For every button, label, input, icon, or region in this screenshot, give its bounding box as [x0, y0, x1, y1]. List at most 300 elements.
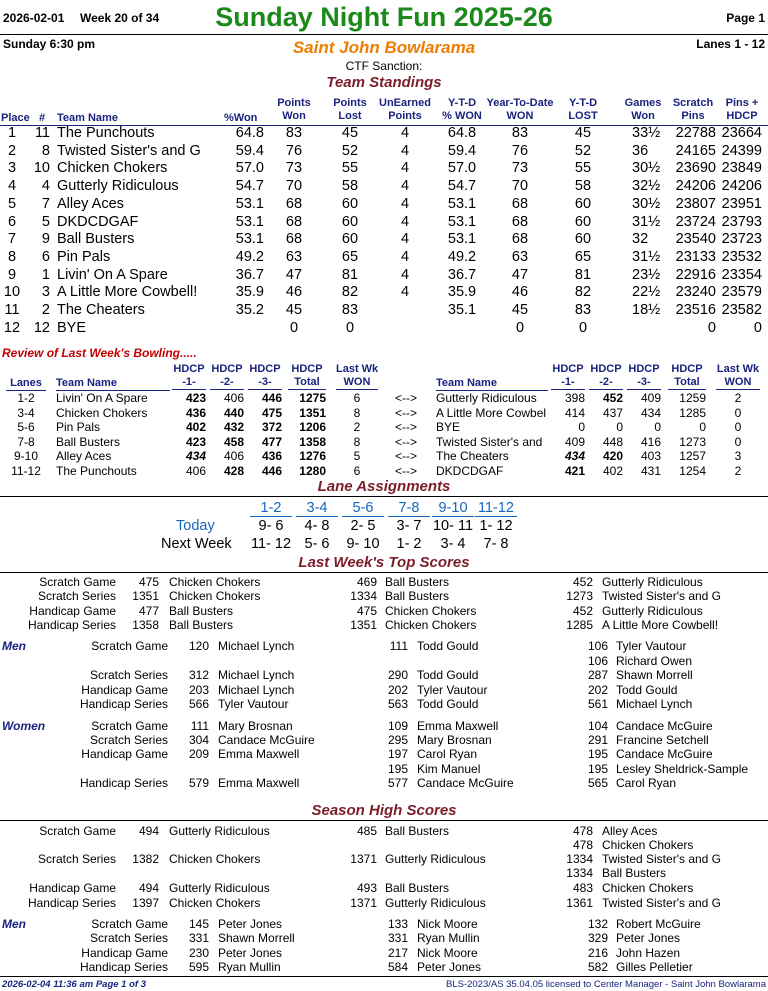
score-name: Peter Jones — [616, 931, 681, 945]
score-name: Gutterly Ridiculous — [602, 604, 703, 618]
standings-cell-pl: 55 — [341, 160, 359, 177]
standings-cell-place: 5 — [7, 195, 17, 212]
review-cell-lanes: 11-12 — [11, 463, 41, 478]
score-row — [0, 881, 768, 896]
review-cell-a1: 436 — [185, 405, 206, 420]
score-value: 145 — [188, 917, 209, 931]
score-value: 202 — [587, 683, 608, 697]
center-name: Saint John Bowlarama — [292, 38, 476, 57]
standings-cell-pw: 73 — [285, 160, 303, 177]
review-cell-a1: 423 — [185, 391, 206, 405]
review-cell-lanes: 5-6 — [17, 420, 35, 434]
score-row — [0, 747, 768, 762]
score-name: Gutterly Ridiculous — [385, 852, 486, 866]
page-number: Page 1 — [726, 11, 765, 25]
score-value: 1371 — [350, 896, 377, 910]
score-name: Twisted Sister's and G — [602, 896, 722, 910]
standings-cell-ue: 4 — [400, 266, 410, 283]
score-row — [0, 896, 768, 911]
review-cell-aw: 8 — [353, 405, 361, 420]
footer-license: BLS-2023/AS 35.04.05 licensed to Center Manager - Saint John Bowlarama — [445, 979, 766, 990]
standings-cell-ph: 23723 — [721, 231, 762, 248]
score-name: Chicken Chokers — [169, 589, 261, 603]
col-pct-won: %Won — [224, 112, 258, 124]
standings-cell-ue: 4 — [400, 178, 410, 195]
review-cell-b3: 431 — [640, 463, 661, 478]
standings-cell-ph: 23579 — [721, 284, 762, 301]
next-week-matchup: 7- 8 — [483, 536, 509, 552]
standings-cell-team: A Little More Cowbell! — [57, 284, 198, 301]
league-title: Sunday Night Fun 2025-26 — [215, 2, 553, 32]
standings-cell-ytdw: 68 — [511, 195, 529, 212]
review-cell-lanes: 1-2 — [17, 391, 35, 405]
standings-cell-team: Gutterly Ridiculous — [57, 178, 179, 195]
score-category: Handicap Series — [79, 776, 168, 790]
standings-cell-ytdp: 53.1 — [447, 213, 477, 230]
score-category: Scratch Series — [89, 668, 168, 682]
review-cell-lanes: 7-8 — [17, 434, 35, 449]
standings-cell-place: 6 — [7, 213, 17, 230]
score-value: 1361 — [566, 896, 593, 910]
standings-cell-ytdp: 53.1 — [447, 195, 477, 212]
score-row — [0, 683, 768, 698]
standings-cell-ytdl: 52 — [574, 142, 592, 159]
score-value: 329 — [587, 931, 608, 945]
footer-rule — [0, 976, 768, 977]
standings-cell-pl: 81 — [341, 266, 359, 283]
score-value: 290 — [387, 668, 408, 682]
score-row — [0, 733, 768, 748]
standings-cell-ph: 23532 — [721, 248, 762, 265]
score-name: Alley Aces — [602, 824, 658, 838]
score-name: Michael Lynch — [616, 697, 693, 711]
score-value: 1334 — [566, 852, 593, 866]
score-row — [0, 946, 768, 961]
standings-cell-pct: 54.7 — [235, 178, 264, 195]
standings-cell-ytdw: 70 — [511, 178, 529, 195]
score-value: 202 — [387, 683, 408, 697]
review-cell-bt: 1273 — [679, 434, 706, 449]
top-scores-title: Last Week's Top Scores — [298, 554, 470, 571]
review-cell-t2: DKDCDGAF — [436, 463, 504, 478]
today-label: Today — [176, 518, 215, 534]
score-name: Tyler Vautour — [616, 639, 687, 653]
review-cell-b2: 448 — [602, 434, 623, 449]
col-team: Team Name — [57, 112, 118, 124]
score-value: 579 — [188, 776, 209, 790]
score-name: Carol Ryan — [417, 747, 478, 761]
score-category: Handicap Game — [81, 946, 168, 960]
review-cell-a2: 428 — [223, 463, 244, 478]
standings-cell-ytdl: 65 — [574, 248, 592, 265]
standings-cell-num: 12 — [33, 319, 50, 336]
standings-cell-ph: 0 — [753, 319, 762, 336]
standings-cell-place: 2 — [7, 142, 17, 159]
lane-pair-header: 5-6 — [342, 500, 384, 517]
standings-cell-ytdw: 63 — [511, 248, 529, 265]
review-cell-lanes: 3-4 — [17, 405, 35, 420]
standings-title: Team Standings — [326, 74, 442, 91]
score-name: Peter Jones — [218, 917, 283, 931]
standings-cell-ytdw: 47 — [511, 266, 529, 283]
score-category: Handicap Series — [27, 896, 116, 910]
score-value: 304 — [188, 733, 209, 747]
score-name: Ball Busters — [385, 589, 450, 603]
score-value: 111 — [389, 639, 408, 653]
col-points-lost: Points Lost — [333, 97, 367, 122]
next-week-matchup: 1- 2 — [396, 536, 422, 552]
score-value: 132 — [587, 917, 608, 931]
score-name: Ball Busters — [602, 866, 667, 880]
standings-cell-ph: 24206 — [721, 178, 762, 195]
score-value: 312 — [188, 668, 209, 682]
review-cell-aw: 5 — [353, 449, 361, 463]
score-name: Gutterly Ridiculous — [169, 824, 270, 838]
review-cell-b2: 0 — [616, 420, 623, 434]
review-cell-vs: <--> — [394, 463, 417, 478]
standings-cell-place: 9 — [7, 266, 17, 283]
score-name: Ryan Mullin — [218, 960, 281, 974]
standings-cell-ytdl: 58 — [574, 178, 592, 195]
standings-cell-ytdl: 83 — [574, 302, 592, 318]
review-cell-b1: 0 — [578, 420, 585, 434]
col-games-won: Games Won — [624, 97, 662, 122]
standings-cell-ytdl: 82 — [574, 284, 592, 301]
standings-cell-sp: 23690 — [675, 160, 716, 177]
score-value: 331 — [387, 931, 408, 945]
standings-cell-ytdw: 0 — [515, 319, 525, 336]
score-name: Ball Busters — [385, 575, 450, 589]
score-value: 291 — [587, 733, 608, 747]
score-category: Scratch Series — [89, 931, 168, 945]
score-name: Tyler Vautour — [218, 697, 289, 711]
score-name: Francine Setchell — [616, 733, 709, 747]
standings-cell-num: 2 — [41, 302, 50, 318]
review-cell-t2: Twisted Sister's and — [436, 434, 543, 449]
next-week-matchup: 9- 10 — [346, 536, 380, 552]
score-value: 195 — [387, 762, 408, 776]
score-value: 494 — [138, 881, 159, 895]
review-cell-bt: 1259 — [679, 391, 706, 405]
review-cell-a1: 423 — [185, 434, 206, 449]
score-name: Peter Jones — [218, 946, 283, 960]
footer-print-info: 2026-02-04 11:36 am Page 1 of 3 — [2, 979, 146, 990]
review-cell-bt: 1254 — [679, 463, 706, 478]
week-indicator: Week 20 of 34 — [80, 11, 160, 25]
review-cell-vs: <--> — [394, 391, 417, 405]
score-name: Ball Busters — [385, 824, 450, 838]
review-cell-bw: 3 — [734, 449, 742, 463]
standings-cell-ytdp: 53.1 — [447, 231, 477, 248]
score-name: Lesley Sheldrick-Sample — [616, 762, 749, 776]
col-ytd-pct: Y-T-D % WON — [442, 97, 482, 122]
col-ytd-lost: Y-T-D LOST — [568, 97, 598, 122]
standings-cell-sp: 24206 — [675, 178, 716, 195]
score-value: 478 — [572, 838, 593, 852]
standings-cell-sp: 23133 — [675, 248, 716, 265]
score-value: 287 — [587, 668, 608, 682]
score-value: 1351 — [132, 589, 159, 603]
col-scratch-pins: Scratch Pins — [672, 97, 714, 122]
review-cell-b3: 0 — [654, 420, 661, 434]
standings-cell-pw: 0 — [289, 319, 299, 336]
score-value: 1351 — [350, 618, 377, 632]
score-value: 595 — [188, 960, 209, 974]
review-row — [0, 449, 768, 464]
standings-cell-ytdl: 45 — [574, 125, 592, 141]
review-cell-vs: <--> — [394, 449, 417, 463]
review-cell-a2: 440 — [223, 405, 244, 420]
review-cell-b1: 421 — [564, 463, 585, 478]
review-cell-aw: 6 — [353, 391, 361, 405]
lanes-range: Lanes 1 - 12 — [696, 37, 765, 51]
lane-assignments-rule — [0, 496, 768, 497]
lane-pair-header: 9-10 — [432, 500, 474, 517]
review-cell-vs: <--> — [394, 420, 417, 434]
review-cell-b1: 398 — [564, 391, 585, 405]
score-category: Scratch Game — [91, 719, 168, 733]
score-name: Chicken Chokers — [602, 881, 694, 895]
review-cell-bw: 0 — [734, 420, 742, 434]
standings-cell-team: The Cheaters — [57, 302, 145, 318]
review-cell-t2: The Cheaters — [436, 449, 509, 463]
col-hdcp3-a: HDCP -3- — [249, 363, 281, 388]
review-cell-bw: 0 — [734, 434, 742, 449]
score-name: Todd Gould — [417, 639, 479, 653]
col-points-won: Points Won — [277, 97, 311, 122]
standings-cell-pl: 60 — [341, 213, 359, 230]
score-name: Twisted Sister's and G — [602, 589, 722, 603]
standings-cell-sp: 23240 — [675, 284, 716, 301]
standings-row — [0, 196, 768, 214]
score-value: 195 — [587, 747, 608, 761]
standings-cell-gw: 30½ — [632, 160, 661, 177]
score-name: Mary Brosnan — [417, 733, 492, 747]
next-week-matchup: 3- 4 — [440, 536, 466, 552]
standings-cell-pl: 82 — [341, 284, 359, 301]
standings-row — [0, 302, 768, 320]
review-cell-bt: 0 — [699, 420, 706, 434]
standings-row — [0, 267, 768, 285]
standings-cell-ph: 23849 — [721, 160, 762, 177]
season-high-title: Season High Scores — [311, 802, 457, 819]
top-scores-rule — [0, 572, 768, 573]
review-cell-t2: A Little More Cowbel — [436, 405, 547, 420]
standings-cell-place: 12 — [3, 319, 21, 336]
review-cell-at: 1276 — [299, 449, 326, 463]
standings-cell-sp: 22916 — [675, 266, 716, 283]
score-row — [0, 917, 768, 932]
score-value: 133 — [387, 917, 408, 931]
standings-cell-place: 3 — [7, 160, 17, 177]
standings-row — [0, 231, 768, 249]
standings-cell-ytdl: 60 — [574, 195, 592, 212]
standings-cell-pw: 70 — [285, 178, 303, 195]
standings-cell-ytdp: 57.0 — [447, 160, 477, 177]
review-cell-aw: 8 — [353, 434, 361, 449]
standings-cell-ytdl: 0 — [578, 319, 588, 336]
standings-cell-ph: 23354 — [721, 266, 762, 283]
next-week-label: Next Week — [161, 536, 232, 552]
review-cell-t1: Pin Pals — [56, 420, 101, 434]
today-matchup: 3- 7 — [396, 518, 422, 534]
review-cell-b3: 409 — [640, 391, 661, 405]
score-value: 483 — [572, 881, 593, 895]
score-name: Todd Gould — [616, 683, 678, 697]
score-name: Ball Busters — [169, 604, 234, 618]
standings-cell-pl: 0 — [345, 319, 355, 336]
review-cell-aw: 6 — [353, 463, 361, 478]
standings-row — [0, 178, 768, 196]
review-cell-a1: 402 — [185, 420, 206, 434]
season-men-label: Men — [2, 917, 26, 931]
score-value: 452 — [572, 575, 593, 589]
score-value: 1273 — [566, 589, 593, 603]
sanction-label: CTF Sanction: — [345, 59, 423, 73]
score-row — [0, 589, 768, 604]
standings-cell-team: Chicken Chokers — [57, 160, 168, 177]
standings-cell-pw: 63 — [285, 248, 303, 265]
today-matchup: 9- 6 — [258, 518, 284, 534]
score-row — [0, 575, 768, 590]
review-cell-b1: 414 — [564, 405, 585, 420]
score-name: Gilles Pelletier — [616, 960, 693, 974]
standings-cell-gw: 18½ — [632, 302, 661, 318]
standings-cell-ytdl: 81 — [574, 266, 592, 283]
standings-cell-pw: 76 — [285, 142, 303, 159]
standings-cell-gw: 30½ — [632, 195, 661, 212]
score-name: Twisted Sister's and G — [602, 852, 722, 866]
score-name: Peter Jones — [417, 960, 482, 974]
score-value: 475 — [138, 575, 159, 589]
standings-cell-num: 3 — [41, 284, 50, 301]
score-name: Kim Manuel — [417, 762, 481, 776]
standings-cell-ytdw: 73 — [511, 160, 529, 177]
standings-cell-pl: 45 — [341, 125, 359, 141]
score-name: Todd Gould — [417, 697, 479, 711]
score-category: Handicap Game — [29, 881, 116, 895]
score-value: 565 — [587, 776, 608, 790]
score-value: 109 — [387, 719, 408, 733]
score-name: Emma Maxwell — [417, 719, 499, 733]
col-won-a: Last Wk WON — [336, 363, 379, 388]
review-cell-bw: 0 — [734, 405, 742, 420]
score-row — [0, 762, 768, 777]
standings-cell-pw: 68 — [285, 231, 303, 248]
review-row — [0, 406, 768, 421]
standings-cell-num: 7 — [41, 195, 50, 212]
standings-cell-ytdp: 54.7 — [447, 178, 477, 195]
score-value: 469 — [356, 575, 377, 589]
today-matchup: 1- 12 — [479, 518, 513, 534]
standings-cell-sp: 24165 — [675, 142, 716, 159]
standings-cell-ytdw: 83 — [511, 125, 529, 141]
standings-cell-sp: 22788 — [675, 125, 716, 141]
standings-cell-place: 4 — [7, 178, 17, 195]
review-cell-a2: 458 — [223, 434, 244, 449]
standings-cell-ue: 4 — [400, 142, 410, 159]
score-value: 561 — [587, 697, 608, 711]
score-row — [0, 604, 768, 619]
score-name: Emma Maxwell — [218, 776, 300, 790]
score-name: John Hazen — [616, 946, 681, 960]
score-value: 563 — [387, 697, 408, 711]
score-value: 493 — [356, 881, 377, 895]
standings-cell-sp: 23540 — [675, 231, 716, 248]
review-cell-t1: Ball Busters — [56, 434, 121, 449]
standings-cell-pct: 35.2 — [235, 302, 264, 318]
score-name: Emma Maxwell — [218, 747, 300, 761]
review-cell-at: 1358 — [299, 434, 326, 449]
standings-cell-gw: 33½ — [632, 125, 661, 141]
score-name: Chicken Chokers — [169, 575, 261, 589]
next-week-matchup: 5- 6 — [304, 536, 330, 552]
standings-cell-team: Livin' On A Spare — [57, 266, 168, 283]
score-row — [0, 668, 768, 683]
standings-cell-ytdp: 35.1 — [447, 302, 477, 318]
score-name: Todd Gould — [417, 668, 479, 682]
review-cell-b2: 437 — [602, 405, 623, 420]
review-cell-t1: Livin' On A Spare — [56, 391, 148, 405]
score-name: Candace McGuire — [616, 747, 713, 761]
standings-cell-ph: 23582 — [721, 302, 762, 318]
score-name: Nick Moore — [417, 917, 478, 931]
standings-cell-num: 4 — [41, 178, 50, 195]
review-cell-bw: 2 — [734, 391, 742, 405]
score-category: Scratch Game — [39, 824, 116, 838]
col-won-b: Last Wk WON — [716, 363, 760, 388]
score-value: 1397 — [132, 896, 159, 910]
score-row — [0, 838, 768, 853]
score-category: Handicap Game — [29, 604, 116, 618]
review-cell-a1: 434 — [185, 449, 206, 463]
standings-row — [0, 320, 768, 338]
score-value: 1334 — [350, 589, 377, 603]
standings-cell-pct: 49.2 — [235, 248, 264, 265]
standings-cell-pw: 68 — [285, 195, 303, 212]
score-value: 1334 — [566, 866, 593, 880]
col-unearned: UnEarned Points — [379, 97, 431, 122]
review-cell-a1: 406 — [185, 463, 206, 478]
standings-cell-gw: 31½ — [632, 213, 661, 230]
standings-cell-pw: 47 — [285, 266, 303, 283]
standings-cell-ytdw: 45 — [511, 302, 529, 318]
score-value: 1285 — [566, 618, 593, 632]
score-category: Scratch Game — [91, 639, 168, 653]
review-cell-b3: 434 — [640, 405, 661, 420]
standings-cell-place: 10 — [3, 284, 21, 301]
standings-cell-team: The Punchouts — [57, 125, 155, 141]
standings-cell-place: 1 — [7, 125, 17, 141]
col-place: Place — [1, 112, 30, 124]
standings-row — [0, 160, 768, 178]
score-category: Handicap Series — [27, 618, 116, 632]
standings-cell-pl: 52 — [341, 142, 359, 159]
score-name: Michael Lynch — [218, 683, 295, 697]
col-team-b: Team Name — [436, 377, 548, 391]
score-value: 295 — [387, 733, 408, 747]
col-num: # — [39, 112, 46, 124]
standings-cell-gw: 36 — [632, 142, 649, 159]
score-name: Shawn Morrell — [616, 668, 693, 682]
standings-cell-num: 10 — [33, 160, 50, 177]
standings-cell-num: 8 — [41, 142, 50, 159]
review-cell-at: 1206 — [299, 420, 326, 434]
score-name: Mary Brosnan — [218, 719, 293, 733]
standings-cell-pl: 83 — [341, 302, 359, 318]
standings-cell-team: DKDCDGAF — [57, 213, 139, 230]
lane-pair-header: 3-4 — [296, 500, 338, 517]
